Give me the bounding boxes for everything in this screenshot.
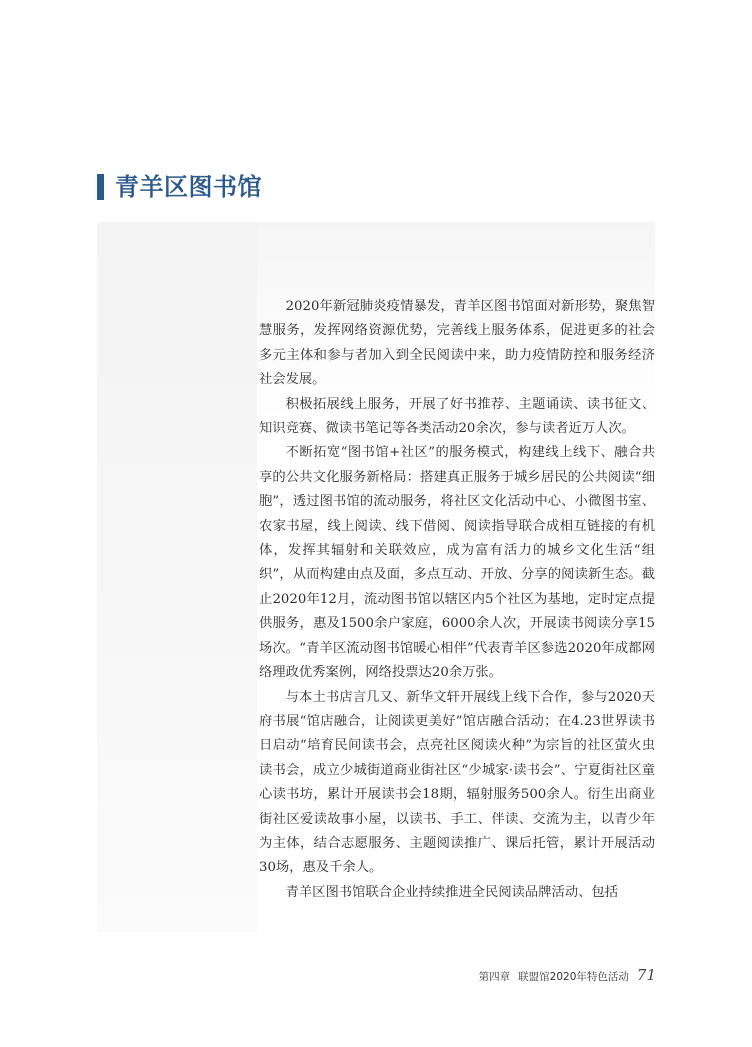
footer-chapter-title: 联盟馆2020年特色活动 bbox=[518, 971, 629, 983]
paragraph: 积极拓展线上服务，开展了好书推荐、主题诵读、读书征文、知识竞赛、微读书笔记等各类活动20余次，参与读者近万人次。 bbox=[259, 396, 655, 437]
footer-chapter: 第四章 bbox=[478, 971, 511, 983]
body-text bbox=[259, 295, 655, 905]
page-number: 71 bbox=[636, 966, 656, 984]
paragraph: 青羊区图书馆联合企业持续推进全民阅读品牌活动、包括 bbox=[285, 884, 619, 900]
paragraph: 2020年新冠肺炎疫情暴发，青羊区图书馆面对新形势，聚焦智慧服务，发挥网络资源优势，完善线上服务体系，促进更多的社会多元主体和参与者加入到全民阅读中来，助力疫情防控和服务经济社会发展。 bbox=[259, 299, 655, 388]
paragraph: 与本土书店言几又、新华文轩开展线上线下合作，参与2020天府书展“馆店融合，让阅读更美好”馆店融合活动；在4.23世界读书日启动“培育民间读书会，点亮社区阅读火种”为宗旨的社区萤火虫读书会，成立少城街道商业街社区“少城家·读书会”、宁夏街社区童心读书坊，累计开展读书会18期，辐射服务500余人。衍生出商业街社区爱读故事小屋，以读书、手工、伴读、交流为主，以青少年为主体，结合志愿服务、主题阅读推广、课后托管，累计开展活动30场，惠及千余人。 bbox=[259, 689, 655, 876]
title-accent-bar bbox=[97, 174, 104, 200]
page-footer bbox=[479, 966, 656, 984]
section-title: 青羊区图书馆 bbox=[115, 173, 262, 201]
margin-panel bbox=[97, 222, 257, 932]
paragraph: 不断拓宽“图书馆+社区”的服务模式，构建线上线下、融合共享的公共文化服务新格局：搭建真正服务于城乡居民的公共阅读“细胞”，透过图书馆的流动服务，将社区文化活动中心、小微图书室、农家书屋，线上阅读、线下借阅、阅读指导联合成相互链接的有机体，发挥其辐射和关联效应，成为富有活力的城乡文化生活“组织”，从而构建由点及面，多点互动、开放、分享的阅读新生态。截止2020年12月，流动图书馆以辖区内5个社区为基地，定时定点提供服务，惠及1500余户家庭，6000余人次，开展读书阅读分享15场次。“青羊区流动图书馆暖心相伴”代表青羊区参选2020年成都网络理政优秀案例，网络投票达20余万张。 bbox=[259, 445, 656, 681]
